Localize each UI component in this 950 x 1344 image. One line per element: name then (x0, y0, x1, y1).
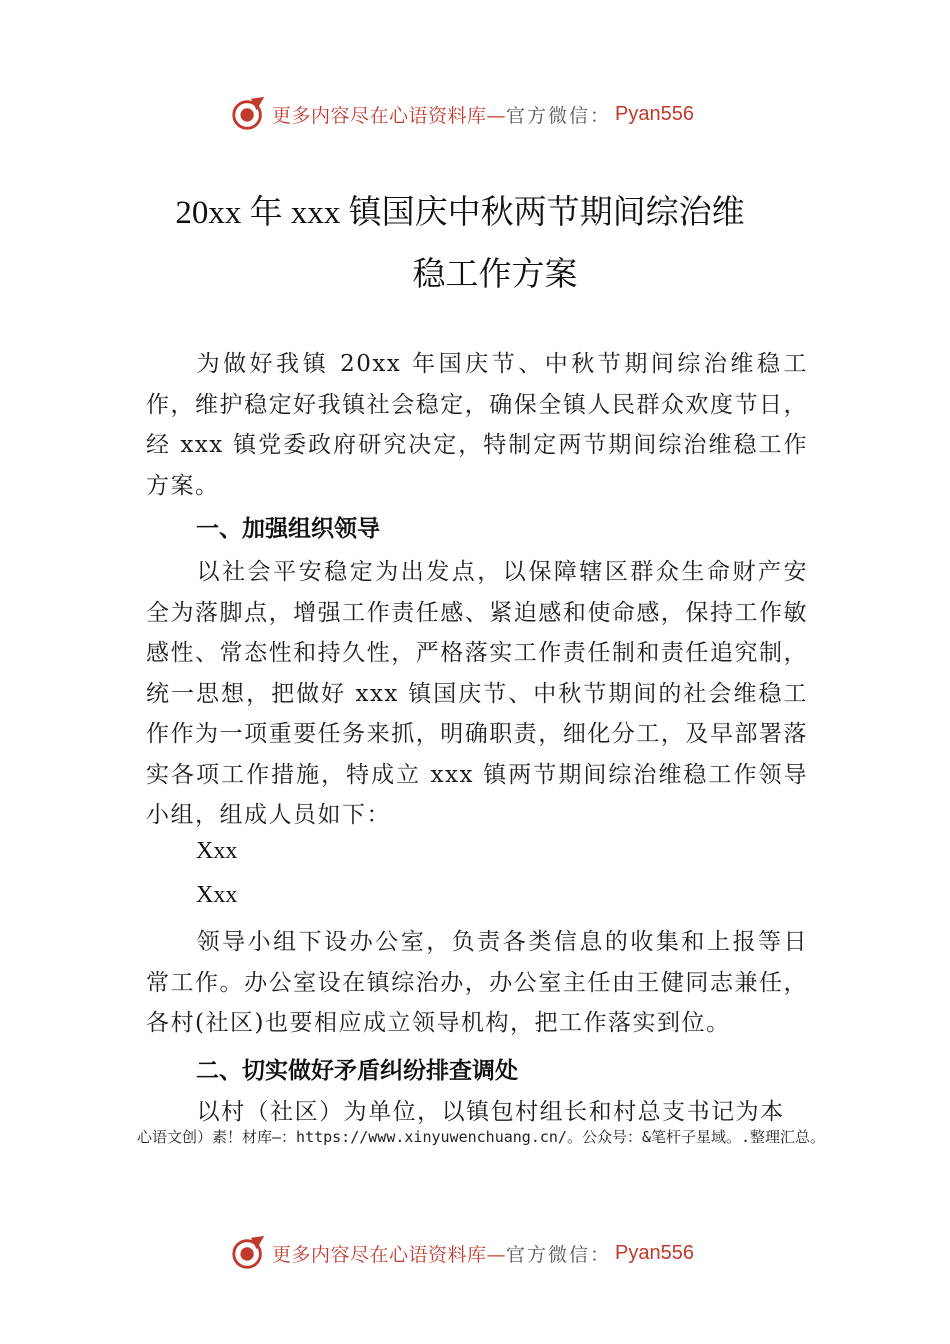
banner-wechat-label: 官方微信： (506, 104, 612, 127)
office-paragraph: 领导小组下设办公室，负责各类信息的收集和上报等日常工作。办公室设在镇综治办，办公室主任由王健同志兼任，各村(社区)也要相应成立领导机构，把工作落实到位。 (146, 929, 808, 1036)
document-title-line-1: 20xx 年 xxx 镇国庆中秋两节期间综治维 (175, 195, 745, 231)
member-1: Xxx (196, 838, 238, 864)
section-heading-1: 一、加强组织领导 (196, 516, 380, 542)
banner-brand-text: 更多内容尽在心语资料库— (272, 104, 507, 127)
member-2: Xxx (196, 882, 238, 908)
section-heading-2: 二、切实做好矛盾纠纷排查调处 (196, 1058, 518, 1084)
watermark-banner-top (230, 94, 750, 134)
banner-wechat-label: 官方微信： (506, 1243, 612, 1266)
banner-brand-text: 更多内容尽在心语资料库— (272, 1243, 507, 1266)
section-1-paragraph: 以社会平安稳定为出发点，以保障辖区群众生命财产安全为落脚点，增强工作责任感、紧迫感和使命感，保持工作敏感性、常态性和持久性，严格落实工作责任制和责任追究制，统一思想，把做好 xxx 镇国庆节、中秋节期间的社会维稳工作作为一项重要任务来抓，明确职责，细化分工，及早部署落实各项工作措施，特成立 xxx 镇两节期间综治维稳工作领导小组，组成人员如下： (146, 559, 808, 828)
banner-wechat-id: Pyan556 (615, 1241, 694, 1264)
pen-logo-icon (230, 95, 268, 133)
source-footnote: 心语文创）素！材库—：https://www.xinyuwenchuang.cn/。公众号：&笔杆子星域。.整理汇总。 (137, 1128, 826, 1146)
document-title-line-2: 稳工作方案 (412, 257, 578, 293)
section-2-paragraph: 以村（社区）为单位，以镇包村组长和村总支书记为本 (196, 1099, 785, 1125)
watermark-banner-bottom (230, 1233, 750, 1273)
banner-wechat-id: Pyan556 (615, 102, 694, 125)
intro-paragraph: 为做好我镇 20xx 年国庆节、中秋节期间综治维稳工作，维护稳定好我镇社会稳定，确保全镇人民群众欢度节日，经 xxx 镇党委政府研究决定，特制定两节期间综治维稳工作方案。 (146, 351, 808, 499)
pen-logo-icon (230, 1234, 268, 1272)
